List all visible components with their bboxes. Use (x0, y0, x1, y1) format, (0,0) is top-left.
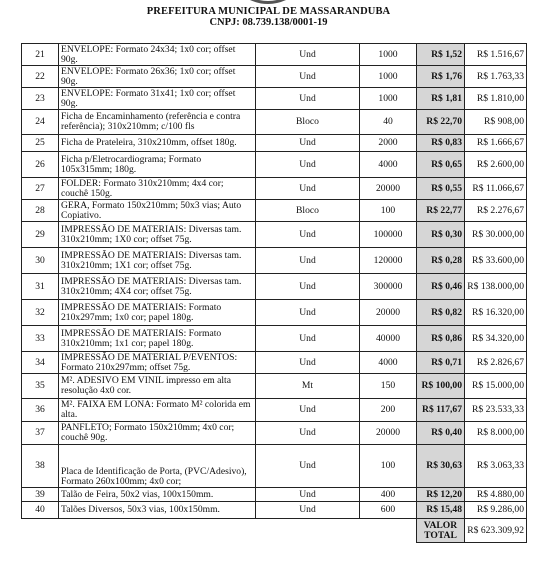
table-row (22, 502, 527, 519)
item-unit-type: Mt (256, 374, 360, 399)
item-number: 36 (22, 399, 59, 422)
item-description: IMPRESSÃO DE MATERIAIS: Formato 210x297mm; 1x0 cor; papel 180g. (59, 300, 256, 326)
item-number: 37 (22, 422, 59, 445)
item-total-price: R$ 23.533,33 (465, 399, 527, 422)
item-number: 21 (22, 44, 59, 66)
item-total-price: R$ 2.276,67 (465, 200, 527, 222)
item-unit-type: Und (256, 445, 360, 488)
item-description: M². FAIXA EM LONA: Formato M² colorida em alta. (59, 399, 256, 422)
item-description: Placa de Identificação de Porta, (PVC/Adesivo), Formato 260x100mm; 4x0 cor; (59, 445, 256, 488)
item-unit-type: Und (256, 135, 360, 152)
table-row (22, 135, 527, 152)
item-description: FOLDER: Formato 310x210mm; 4x4 cor; couchê 150g. (59, 178, 256, 200)
item-quantity: 40000 (360, 326, 417, 352)
price-table-body (22, 44, 527, 543)
total-row (22, 519, 527, 543)
item-description: IMPRESSÃO DE MATERIAIS: Diversas tam. 310x210mm; 4X4 cor; offset 75g. (59, 274, 256, 300)
item-unit-price: R$ 117,67 (417, 399, 465, 422)
item-quantity: 40 (360, 110, 417, 135)
item-description: IMPRESSÃO DE MATERIAIS: Diversas tam. 310x210mm; 1X1 cor; offset 75g. (59, 248, 256, 274)
item-number: 23 (22, 88, 59, 110)
item-unit-type: Und (256, 222, 360, 248)
item-quantity: 4000 (360, 352, 417, 374)
item-unit-type: Und (256, 274, 360, 300)
cnpj-line: CNPJ: 08.739.138/0001-19 (209, 17, 328, 28)
item-quantity: 600 (360, 502, 417, 519)
item-number: 25 (22, 135, 59, 152)
item-number: 32 (22, 300, 59, 326)
item-unit-price: R$ 0,40 (417, 422, 465, 445)
item-quantity: 1000 (360, 66, 417, 88)
item-unit-type: Und (256, 248, 360, 274)
item-unit-price: R$ 0,30 (417, 222, 465, 248)
item-description: Ficha de Prateleira, 310x210mm, offset 180g. (59, 135, 256, 152)
table-row (22, 399, 527, 422)
item-number: 22 (22, 66, 59, 88)
item-unit-price: R$ 30,63 (417, 445, 465, 488)
item-total-price: R$ 16.320,00 (465, 300, 527, 326)
item-quantity: 150 (360, 374, 417, 399)
table-row (22, 248, 527, 274)
item-description: IMPRESSÃO DE MATERIAIS: Diversas tam. 310x210mm; 1X0 cor; offset 75g. (59, 222, 256, 248)
item-description: Ficha de Encaminhamento (referência e contra referência); 310x210mm; c/100 fls (59, 110, 256, 135)
item-quantity: 1000 (360, 44, 417, 66)
table-row (22, 422, 527, 445)
item-quantity: 20000 (360, 422, 417, 445)
table-row (22, 44, 527, 66)
grand-total-value: R$ 623.309,92 (465, 519, 527, 543)
item-total-price: R$ 34.320,00 (465, 326, 527, 352)
item-quantity: 100 (360, 445, 417, 488)
item-number: 35 (22, 374, 59, 399)
item-unit-type: Und (256, 422, 360, 445)
item-unit-price: R$ 22,77 (417, 200, 465, 222)
item-unit-price: R$ 0,86 (417, 326, 465, 352)
item-number: 30 (22, 248, 59, 274)
item-number: 29 (22, 222, 59, 248)
item-unit-price: R$ 0,46 (417, 274, 465, 300)
item-number: 38 (22, 445, 59, 488)
item-unit-price: R$ 15,48 (417, 502, 465, 519)
item-number: 34 (22, 352, 59, 374)
item-description: GERA, Formato 150x210mm; 50x3 vias; Auto Copiativo. (59, 200, 256, 222)
item-number: 40 (22, 502, 59, 519)
item-total-price: R$ 138.000,00 (465, 274, 527, 300)
item-description: Ficha p/Eletrocardiograma; Formato 105x315mm; 180g. (59, 152, 256, 178)
item-unit-type: Und (256, 44, 360, 66)
table-row (22, 300, 527, 326)
item-unit-type: Und (256, 152, 360, 178)
item-total-price: R$ 1.666,67 (465, 135, 527, 152)
item-unit-type: Und (256, 300, 360, 326)
item-description: Talão de Feira, 50x2 vias, 100x150mm. (59, 488, 256, 502)
item-number: 27 (22, 178, 59, 200)
item-description: ENVELOPE: Formato 31x41; 1x0 cor; offset 90g. (59, 88, 256, 110)
item-description: IMPRESSÃO DE MATERIAIS: Formato 310x210mm; 1x1 cor; papel 180g. (59, 326, 256, 352)
item-total-price: R$ 4.880,00 (465, 488, 527, 502)
item-quantity: 4000 (360, 152, 417, 178)
item-description: ENVELOPE: Formato 24x34; 1x0 cor; offset 90g. (59, 44, 256, 66)
item-total-price: R$ 33.600,00 (465, 248, 527, 274)
item-quantity: 300000 (360, 274, 417, 300)
item-unit-type: Bloco (256, 110, 360, 135)
item-quantity: 120000 (360, 248, 417, 274)
table-row (22, 200, 527, 222)
document-header (0, 0, 537, 40)
table-row (22, 222, 527, 248)
item-unit-type: Und (256, 66, 360, 88)
item-unit-price: R$ 0,71 (417, 352, 465, 374)
item-description: PANFLETO; Formato 150x210mm; 4x0 cor; couchê 90g. (59, 422, 256, 445)
item-unit-price: R$ 0,65 (417, 152, 465, 178)
item-unit-type: Und (256, 88, 360, 110)
item-unit-price: R$ 100,00 (417, 374, 465, 399)
item-number: 26 (22, 152, 59, 178)
item-total-price: R$ 2.826,67 (465, 352, 527, 374)
item-total-price: R$ 15.000,00 (465, 374, 527, 399)
price-table (21, 43, 527, 543)
item-unit-price: R$ 0,55 (417, 178, 465, 200)
item-unit-price: R$ 0,82 (417, 300, 465, 326)
item-unit-price: R$ 0,83 (417, 135, 465, 152)
coat-of-arms-icon (238, 0, 298, 4)
table-row (22, 488, 527, 502)
table-row (22, 66, 527, 88)
item-number: 28 (22, 200, 59, 222)
item-quantity: 2000 (360, 135, 417, 152)
prefeitura-title: PREFEITURA MUNICIPAL DE MASSARANDUBA (146, 6, 391, 17)
table-row (22, 152, 527, 178)
item-total-price: R$ 1.516,67 (465, 44, 527, 66)
item-total-price: R$ 1.810,00 (465, 88, 527, 110)
item-quantity: 100 (360, 200, 417, 222)
item-unit-price: R$ 0,28 (417, 248, 465, 274)
item-total-price: R$ 11.066,67 (465, 178, 527, 200)
item-number: 24 (22, 110, 59, 135)
table-row (22, 88, 527, 110)
table-row (22, 110, 527, 135)
item-total-price: R$ 30.000,00 (465, 222, 527, 248)
item-unit-type: Bloco (256, 200, 360, 222)
item-quantity: 1000 (360, 88, 417, 110)
item-number: 39 (22, 488, 59, 502)
item-unit-type: Und (256, 488, 360, 502)
item-number: 31 (22, 274, 59, 300)
item-unit-type: Und (256, 352, 360, 374)
item-total-price: R$ 1.763,33 (465, 66, 527, 88)
item-unit-type: Und (256, 178, 360, 200)
item-description: IMPRESSÃO DE MATERIAL P/EVENTOS: Formato 210x297mm; offset 75g. (59, 352, 256, 374)
table-row (22, 374, 527, 399)
item-total-price: R$ 2.600,00 (465, 152, 527, 178)
table-row (22, 178, 527, 200)
item-unit-price: R$ 22,70 (417, 110, 465, 135)
item-quantity: 400 (360, 488, 417, 502)
item-quantity: 20000 (360, 300, 417, 326)
item-quantity: 100000 (360, 222, 417, 248)
item-unit-type: Und (256, 399, 360, 422)
item-total-price: R$ 3.063,33 (465, 445, 527, 488)
item-unit-price: R$ 1,76 (417, 66, 465, 88)
item-total-price: R$ 908,00 (465, 110, 527, 135)
item-unit-price: R$ 12,20 (417, 488, 465, 502)
item-number: 33 (22, 326, 59, 352)
item-quantity: 200 (360, 399, 417, 422)
item-description: M². ADESIVO EM VINIL impresso em alta resolução 4x0 cor. (59, 374, 256, 399)
item-unit-price: R$ 1,81 (417, 88, 465, 110)
item-total-price: R$ 8.000,00 (465, 422, 527, 445)
item-description: Talões Diversos, 50x3 vias, 100x150mm. (59, 502, 256, 519)
total-row-spacer (22, 519, 417, 543)
grand-total-label: VALOR TOTAL (417, 519, 465, 543)
table-row (22, 445, 527, 488)
table-row (22, 326, 527, 352)
item-total-price: R$ 9.286,00 (465, 502, 527, 519)
item-unit-type: Und (256, 502, 360, 519)
item-description: ENVELOPE: Formato 26x36; 1x0 cor; offset 90g. (59, 66, 256, 88)
item-unit-type: Und (256, 326, 360, 352)
table-row (22, 352, 527, 374)
item-quantity: 20000 (360, 178, 417, 200)
table-row (22, 274, 527, 300)
item-unit-price: R$ 1,52 (417, 44, 465, 66)
